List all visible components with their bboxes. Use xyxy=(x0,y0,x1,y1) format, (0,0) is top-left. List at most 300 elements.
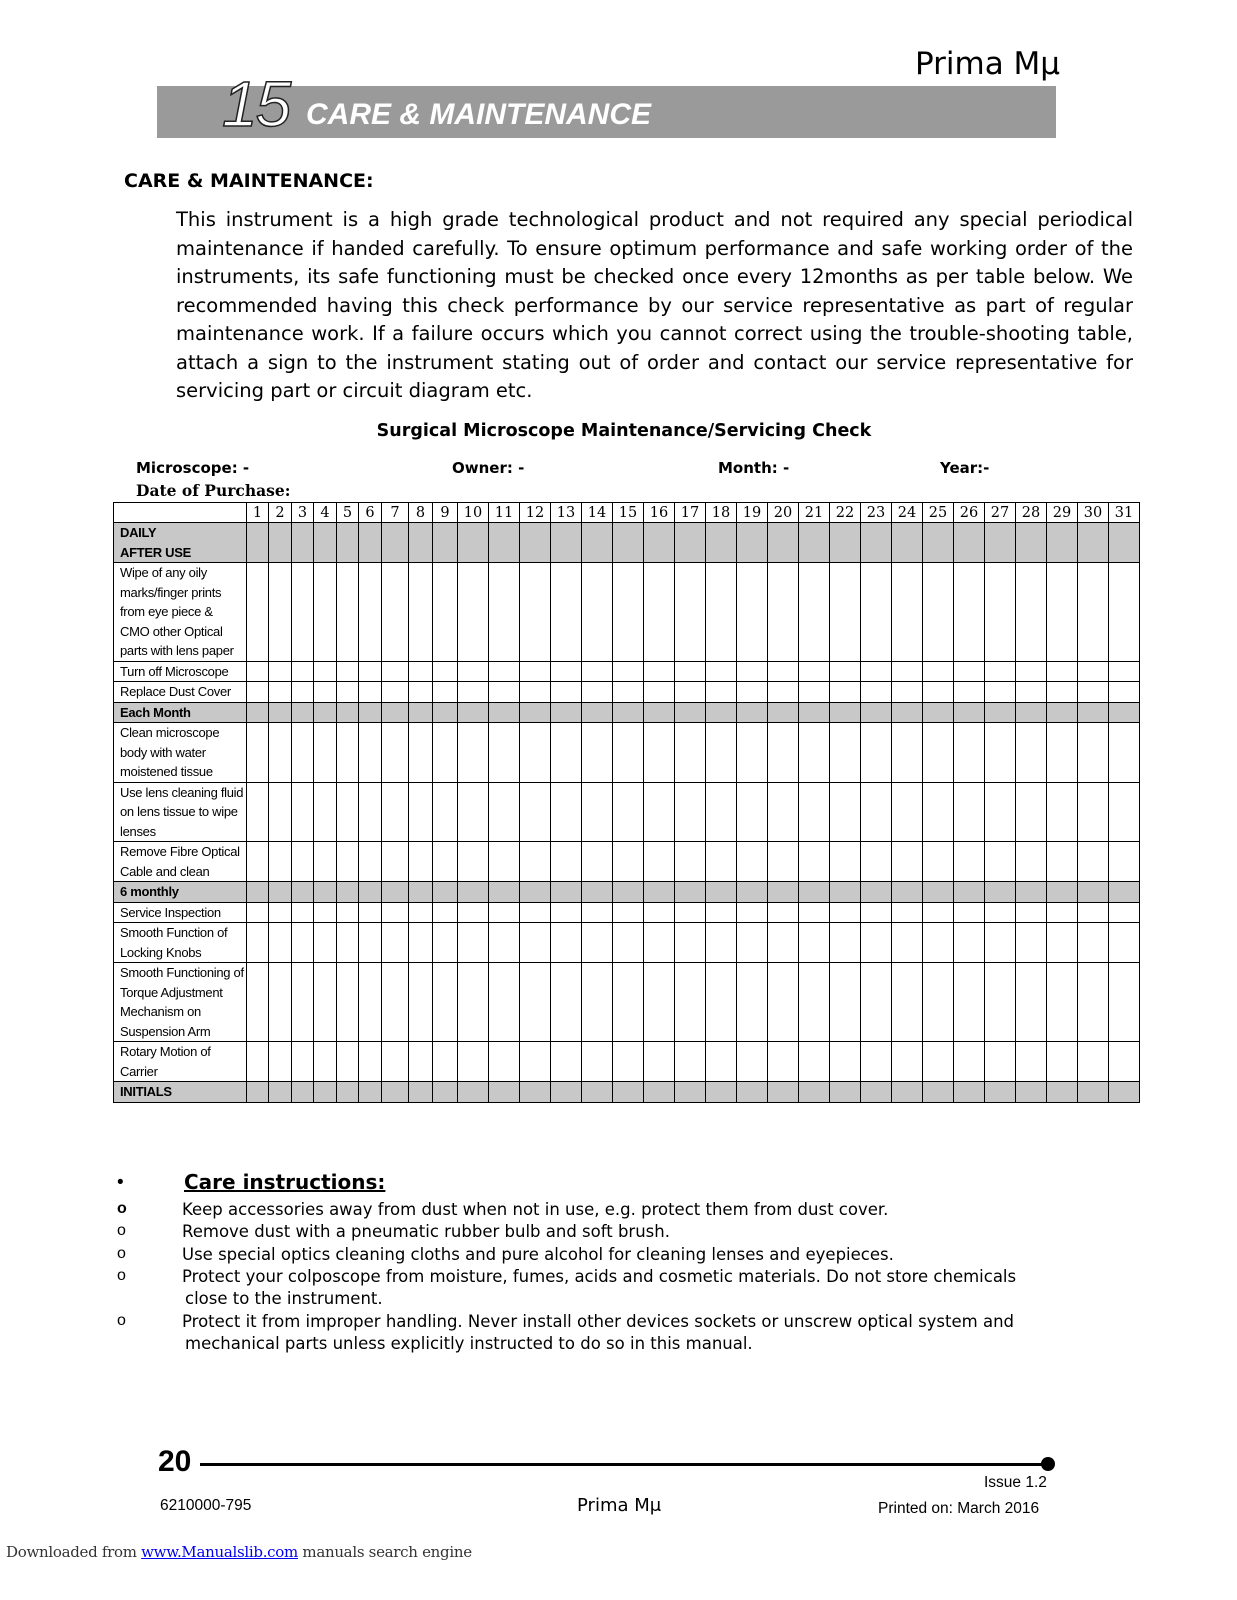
check-cell[interactable] xyxy=(830,723,861,783)
check-cell[interactable] xyxy=(706,1082,737,1103)
check-cell[interactable] xyxy=(409,563,433,662)
check-cell[interactable] xyxy=(737,702,768,723)
check-cell[interactable] xyxy=(1016,1082,1047,1103)
check-cell[interactable] xyxy=(433,902,458,923)
check-cell[interactable] xyxy=(337,782,359,842)
check-cell[interactable] xyxy=(489,902,520,923)
check-cell[interactable] xyxy=(799,661,830,682)
check-cell[interactable] xyxy=(359,923,382,963)
check-cell[interactable] xyxy=(954,1082,985,1103)
check-cell[interactable] xyxy=(409,902,433,923)
check-cell[interactable] xyxy=(861,782,892,842)
check-cell[interactable] xyxy=(675,923,706,963)
check-cell[interactable] xyxy=(644,963,675,1042)
check-cell[interactable] xyxy=(799,902,830,923)
check-cell[interactable] xyxy=(799,563,830,662)
check-cell[interactable] xyxy=(830,902,861,923)
check-cell[interactable] xyxy=(1078,523,1109,563)
check-cell[interactable] xyxy=(269,702,292,723)
check-cell[interactable] xyxy=(433,1042,458,1082)
check-cell[interactable] xyxy=(489,723,520,783)
check-cell[interactable] xyxy=(892,661,923,682)
check-cell[interactable] xyxy=(337,682,359,703)
check-cell[interactable] xyxy=(382,923,409,963)
check-cell[interactable] xyxy=(314,842,337,882)
check-cell[interactable] xyxy=(409,842,433,882)
check-cell[interactable] xyxy=(247,682,269,703)
check-cell[interactable] xyxy=(644,682,675,703)
check-cell[interactable] xyxy=(520,963,551,1042)
check-cell[interactable] xyxy=(1078,661,1109,682)
check-cell[interactable] xyxy=(489,963,520,1042)
check-cell[interactable] xyxy=(1078,702,1109,723)
check-cell[interactable] xyxy=(613,563,644,662)
check-cell[interactable] xyxy=(675,902,706,923)
check-cell[interactable] xyxy=(768,842,799,882)
check-cell[interactable] xyxy=(768,523,799,563)
check-cell[interactable] xyxy=(985,723,1016,783)
check-cell[interactable] xyxy=(269,682,292,703)
check-cell[interactable] xyxy=(985,923,1016,963)
check-cell[interactable] xyxy=(923,923,954,963)
check-cell[interactable] xyxy=(337,1082,359,1103)
check-cell[interactable] xyxy=(1078,563,1109,662)
check-cell[interactable] xyxy=(706,1042,737,1082)
check-cell[interactable] xyxy=(737,923,768,963)
check-cell[interactable] xyxy=(954,682,985,703)
check-cell[interactable] xyxy=(582,702,613,723)
check-cell[interactable] xyxy=(985,702,1016,723)
check-cell[interactable] xyxy=(292,563,314,662)
check-cell[interactable] xyxy=(892,882,923,903)
check-cell[interactable] xyxy=(799,882,830,903)
check-cell[interactable] xyxy=(551,682,582,703)
check-cell[interactable] xyxy=(382,842,409,882)
check-cell[interactable] xyxy=(520,661,551,682)
check-cell[interactable] xyxy=(954,963,985,1042)
check-cell[interactable] xyxy=(337,923,359,963)
check-cell[interactable] xyxy=(458,882,489,903)
check-cell[interactable] xyxy=(292,1042,314,1082)
check-cell[interactable] xyxy=(1109,882,1140,903)
check-cell[interactable] xyxy=(433,782,458,842)
check-cell[interactable] xyxy=(737,563,768,662)
check-cell[interactable] xyxy=(644,723,675,783)
check-cell[interactable] xyxy=(458,702,489,723)
check-cell[interactable] xyxy=(613,661,644,682)
check-cell[interactable] xyxy=(923,523,954,563)
check-cell[interactable] xyxy=(1109,782,1140,842)
check-cell[interactable] xyxy=(292,723,314,783)
check-cell[interactable] xyxy=(292,923,314,963)
check-cell[interactable] xyxy=(1047,842,1078,882)
check-cell[interactable] xyxy=(520,563,551,662)
check-cell[interactable] xyxy=(382,782,409,842)
check-cell[interactable] xyxy=(247,1082,269,1103)
check-cell[interactable] xyxy=(582,523,613,563)
check-cell[interactable] xyxy=(830,923,861,963)
check-cell[interactable] xyxy=(613,923,644,963)
check-cell[interactable] xyxy=(799,682,830,703)
check-cell[interactable] xyxy=(923,902,954,923)
check-cell[interactable] xyxy=(489,523,520,563)
check-cell[interactable] xyxy=(799,523,830,563)
check-cell[interactable] xyxy=(1047,963,1078,1042)
check-cell[interactable] xyxy=(382,723,409,783)
check-cell[interactable] xyxy=(861,523,892,563)
check-cell[interactable] xyxy=(337,882,359,903)
check-cell[interactable] xyxy=(1078,1042,1109,1082)
check-cell[interactable] xyxy=(1078,723,1109,783)
check-cell[interactable] xyxy=(737,723,768,783)
check-cell[interactable] xyxy=(675,842,706,882)
check-cell[interactable] xyxy=(675,1042,706,1082)
check-cell[interactable] xyxy=(768,723,799,783)
check-cell[interactable] xyxy=(985,782,1016,842)
check-cell[interactable] xyxy=(706,963,737,1042)
check-cell[interactable] xyxy=(768,682,799,703)
check-cell[interactable] xyxy=(1078,782,1109,842)
check-cell[interactable] xyxy=(737,661,768,682)
check-cell[interactable] xyxy=(337,563,359,662)
check-cell[interactable] xyxy=(613,1042,644,1082)
check-cell[interactable] xyxy=(489,563,520,662)
check-cell[interactable] xyxy=(247,523,269,563)
check-cell[interactable] xyxy=(799,923,830,963)
check-cell[interactable] xyxy=(985,1042,1016,1082)
check-cell[interactable] xyxy=(923,1082,954,1103)
check-cell[interactable] xyxy=(582,682,613,703)
check-cell[interactable] xyxy=(1016,1042,1047,1082)
check-cell[interactable] xyxy=(1016,963,1047,1042)
check-cell[interactable] xyxy=(359,1042,382,1082)
check-cell[interactable] xyxy=(359,902,382,923)
check-cell[interactable] xyxy=(799,782,830,842)
check-cell[interactable] xyxy=(582,661,613,682)
check-cell[interactable] xyxy=(1078,882,1109,903)
check-cell[interactable] xyxy=(582,723,613,783)
check-cell[interactable] xyxy=(737,842,768,882)
check-cell[interactable] xyxy=(675,882,706,903)
check-cell[interactable] xyxy=(830,882,861,903)
check-cell[interactable] xyxy=(675,1082,706,1103)
check-cell[interactable] xyxy=(799,963,830,1042)
check-cell[interactable] xyxy=(433,563,458,662)
check-cell[interactable] xyxy=(409,923,433,963)
check-cell[interactable] xyxy=(861,661,892,682)
check-cell[interactable] xyxy=(799,1042,830,1082)
check-cell[interactable] xyxy=(269,902,292,923)
check-cell[interactable] xyxy=(737,1042,768,1082)
check-cell[interactable] xyxy=(923,563,954,662)
check-cell[interactable] xyxy=(923,723,954,783)
check-cell[interactable] xyxy=(613,702,644,723)
check-cell[interactable] xyxy=(768,702,799,723)
check-cell[interactable] xyxy=(861,963,892,1042)
check-cell[interactable] xyxy=(337,842,359,882)
check-cell[interactable] xyxy=(520,682,551,703)
check-cell[interactable] xyxy=(409,661,433,682)
check-cell[interactable] xyxy=(269,782,292,842)
check-cell[interactable] xyxy=(892,782,923,842)
check-cell[interactable] xyxy=(892,723,923,783)
check-cell[interactable] xyxy=(314,682,337,703)
check-cell[interactable] xyxy=(706,782,737,842)
check-cell[interactable] xyxy=(337,902,359,923)
check-cell[interactable] xyxy=(292,702,314,723)
check-cell[interactable] xyxy=(675,782,706,842)
check-cell[interactable] xyxy=(314,902,337,923)
check-cell[interactable] xyxy=(768,963,799,1042)
check-cell[interactable] xyxy=(489,1042,520,1082)
check-cell[interactable] xyxy=(923,963,954,1042)
check-cell[interactable] xyxy=(582,923,613,963)
check-cell[interactable] xyxy=(582,1042,613,1082)
check-cell[interactable] xyxy=(458,682,489,703)
check-cell[interactable] xyxy=(433,702,458,723)
check-cell[interactable] xyxy=(1109,563,1140,662)
check-cell[interactable] xyxy=(737,902,768,923)
check-cell[interactable] xyxy=(337,702,359,723)
check-cell[interactable] xyxy=(551,723,582,783)
check-cell[interactable] xyxy=(861,882,892,903)
check-cell[interactable] xyxy=(675,563,706,662)
check-cell[interactable] xyxy=(923,661,954,682)
check-cell[interactable] xyxy=(247,923,269,963)
check-cell[interactable] xyxy=(954,782,985,842)
check-cell[interactable] xyxy=(314,1042,337,1082)
check-cell[interactable] xyxy=(861,842,892,882)
check-cell[interactable] xyxy=(892,1042,923,1082)
check-cell[interactable] xyxy=(489,682,520,703)
check-cell[interactable] xyxy=(830,563,861,662)
check-cell[interactable] xyxy=(830,963,861,1042)
check-cell[interactable] xyxy=(582,902,613,923)
check-cell[interactable] xyxy=(706,563,737,662)
check-cell[interactable] xyxy=(292,842,314,882)
check-cell[interactable] xyxy=(737,523,768,563)
check-cell[interactable] xyxy=(314,523,337,563)
check-cell[interactable] xyxy=(247,1042,269,1082)
check-cell[interactable] xyxy=(582,963,613,1042)
check-cell[interactable] xyxy=(830,702,861,723)
check-cell[interactable] xyxy=(458,782,489,842)
check-cell[interactable] xyxy=(613,842,644,882)
check-cell[interactable] xyxy=(247,882,269,903)
check-cell[interactable] xyxy=(247,842,269,882)
check-cell[interactable] xyxy=(675,661,706,682)
check-cell[interactable] xyxy=(551,882,582,903)
check-cell[interactable] xyxy=(359,963,382,1042)
check-cell[interactable] xyxy=(892,963,923,1042)
check-cell[interactable] xyxy=(768,782,799,842)
check-cell[interactable] xyxy=(1078,1082,1109,1103)
check-cell[interactable] xyxy=(337,723,359,783)
check-cell[interactable] xyxy=(985,682,1016,703)
check-cell[interactable] xyxy=(520,702,551,723)
check-cell[interactable] xyxy=(768,661,799,682)
check-cell[interactable] xyxy=(314,923,337,963)
check-cell[interactable] xyxy=(1016,723,1047,783)
check-cell[interactable] xyxy=(675,523,706,563)
check-cell[interactable] xyxy=(737,963,768,1042)
check-cell[interactable] xyxy=(433,963,458,1042)
check-cell[interactable] xyxy=(644,661,675,682)
check-cell[interactable] xyxy=(1109,902,1140,923)
check-cell[interactable] xyxy=(269,842,292,882)
check-cell[interactable] xyxy=(269,963,292,1042)
check-cell[interactable] xyxy=(551,902,582,923)
check-cell[interactable] xyxy=(458,661,489,682)
check-cell[interactable] xyxy=(985,1082,1016,1103)
check-cell[interactable] xyxy=(489,1082,520,1103)
check-cell[interactable] xyxy=(892,902,923,923)
check-cell[interactable] xyxy=(892,842,923,882)
check-cell[interactable] xyxy=(292,682,314,703)
check-cell[interactable] xyxy=(861,702,892,723)
check-cell[interactable] xyxy=(551,702,582,723)
check-cell[interactable] xyxy=(433,723,458,783)
check-cell[interactable] xyxy=(675,723,706,783)
check-cell[interactable] xyxy=(337,661,359,682)
check-cell[interactable] xyxy=(551,563,582,662)
check-cell[interactable] xyxy=(247,563,269,662)
check-cell[interactable] xyxy=(314,1082,337,1103)
check-cell[interactable] xyxy=(613,902,644,923)
check-cell[interactable] xyxy=(1109,1082,1140,1103)
check-cell[interactable] xyxy=(520,723,551,783)
check-cell[interactable] xyxy=(520,523,551,563)
check-cell[interactable] xyxy=(644,782,675,842)
check-cell[interactable] xyxy=(520,882,551,903)
check-cell[interactable] xyxy=(409,702,433,723)
check-cell[interactable] xyxy=(269,882,292,903)
check-cell[interactable] xyxy=(433,661,458,682)
check-cell[interactable] xyxy=(520,902,551,923)
check-cell[interactable] xyxy=(1109,1042,1140,1082)
check-cell[interactable] xyxy=(1016,682,1047,703)
check-cell[interactable] xyxy=(433,923,458,963)
check-cell[interactable] xyxy=(1109,923,1140,963)
check-cell[interactable] xyxy=(644,1082,675,1103)
check-cell[interactable] xyxy=(1047,563,1078,662)
check-cell[interactable] xyxy=(985,661,1016,682)
check-cell[interactable] xyxy=(644,902,675,923)
check-cell[interactable] xyxy=(830,1042,861,1082)
check-cell[interactable] xyxy=(1047,723,1078,783)
check-cell[interactable] xyxy=(613,782,644,842)
check-cell[interactable] xyxy=(1047,923,1078,963)
check-cell[interactable] xyxy=(292,1082,314,1103)
check-cell[interactable] xyxy=(613,523,644,563)
check-cell[interactable] xyxy=(923,702,954,723)
check-cell[interactable] xyxy=(382,661,409,682)
check-cell[interactable] xyxy=(409,723,433,783)
check-cell[interactable] xyxy=(613,682,644,703)
check-cell[interactable] xyxy=(706,882,737,903)
check-cell[interactable] xyxy=(359,882,382,903)
check-cell[interactable] xyxy=(314,723,337,783)
check-cell[interactable] xyxy=(1078,963,1109,1042)
check-cell[interactable] xyxy=(409,1042,433,1082)
check-cell[interactable] xyxy=(706,723,737,783)
check-cell[interactable] xyxy=(433,523,458,563)
check-cell[interactable] xyxy=(1016,923,1047,963)
check-cell[interactable] xyxy=(706,523,737,563)
check-cell[interactable] xyxy=(613,1082,644,1103)
check-cell[interactable] xyxy=(359,723,382,783)
check-cell[interactable] xyxy=(985,842,1016,882)
check-cell[interactable] xyxy=(799,1082,830,1103)
check-cell[interactable] xyxy=(768,902,799,923)
check-cell[interactable] xyxy=(737,682,768,703)
check-cell[interactable] xyxy=(382,902,409,923)
check-cell[interactable] xyxy=(520,1042,551,1082)
check-cell[interactable] xyxy=(314,563,337,662)
check-cell[interactable] xyxy=(892,563,923,662)
check-cell[interactable] xyxy=(644,523,675,563)
check-cell[interactable] xyxy=(382,682,409,703)
check-cell[interactable] xyxy=(1109,723,1140,783)
check-cell[interactable] xyxy=(737,782,768,842)
check-cell[interactable] xyxy=(582,782,613,842)
check-cell[interactable] xyxy=(292,661,314,682)
check-cell[interactable] xyxy=(314,782,337,842)
check-cell[interactable] xyxy=(582,1082,613,1103)
check-cell[interactable] xyxy=(269,1042,292,1082)
check-cell[interactable] xyxy=(314,702,337,723)
check-cell[interactable] xyxy=(359,842,382,882)
check-cell[interactable] xyxy=(1109,842,1140,882)
check-cell[interactable] xyxy=(337,523,359,563)
check-cell[interactable] xyxy=(382,1082,409,1103)
check-cell[interactable] xyxy=(489,702,520,723)
check-cell[interactable] xyxy=(954,1042,985,1082)
check-cell[interactable] xyxy=(1016,882,1047,903)
check-cell[interactable] xyxy=(359,782,382,842)
check-cell[interactable] xyxy=(382,963,409,1042)
check-cell[interactable] xyxy=(292,782,314,842)
check-cell[interactable] xyxy=(644,1042,675,1082)
check-cell[interactable] xyxy=(768,923,799,963)
check-cell[interactable] xyxy=(1047,1042,1078,1082)
check-cell[interactable] xyxy=(247,702,269,723)
check-cell[interactable] xyxy=(551,963,582,1042)
check-cell[interactable] xyxy=(1047,782,1078,842)
check-cell[interactable] xyxy=(409,782,433,842)
check-cell[interactable] xyxy=(768,563,799,662)
check-cell[interactable] xyxy=(382,882,409,903)
check-cell[interactable] xyxy=(985,902,1016,923)
check-cell[interactable] xyxy=(706,923,737,963)
check-cell[interactable] xyxy=(892,682,923,703)
check-cell[interactable] xyxy=(1016,523,1047,563)
check-cell[interactable] xyxy=(1047,682,1078,703)
check-cell[interactable] xyxy=(954,923,985,963)
check-cell[interactable] xyxy=(551,842,582,882)
check-cell[interactable] xyxy=(861,902,892,923)
check-cell[interactable] xyxy=(433,842,458,882)
check-cell[interactable] xyxy=(861,923,892,963)
check-cell[interactable] xyxy=(269,1082,292,1103)
check-cell[interactable] xyxy=(1016,902,1047,923)
check-cell[interactable] xyxy=(706,842,737,882)
check-cell[interactable] xyxy=(923,682,954,703)
check-cell[interactable] xyxy=(954,842,985,882)
check-cell[interactable] xyxy=(292,902,314,923)
check-cell[interactable] xyxy=(1078,682,1109,703)
check-cell[interactable] xyxy=(1078,842,1109,882)
